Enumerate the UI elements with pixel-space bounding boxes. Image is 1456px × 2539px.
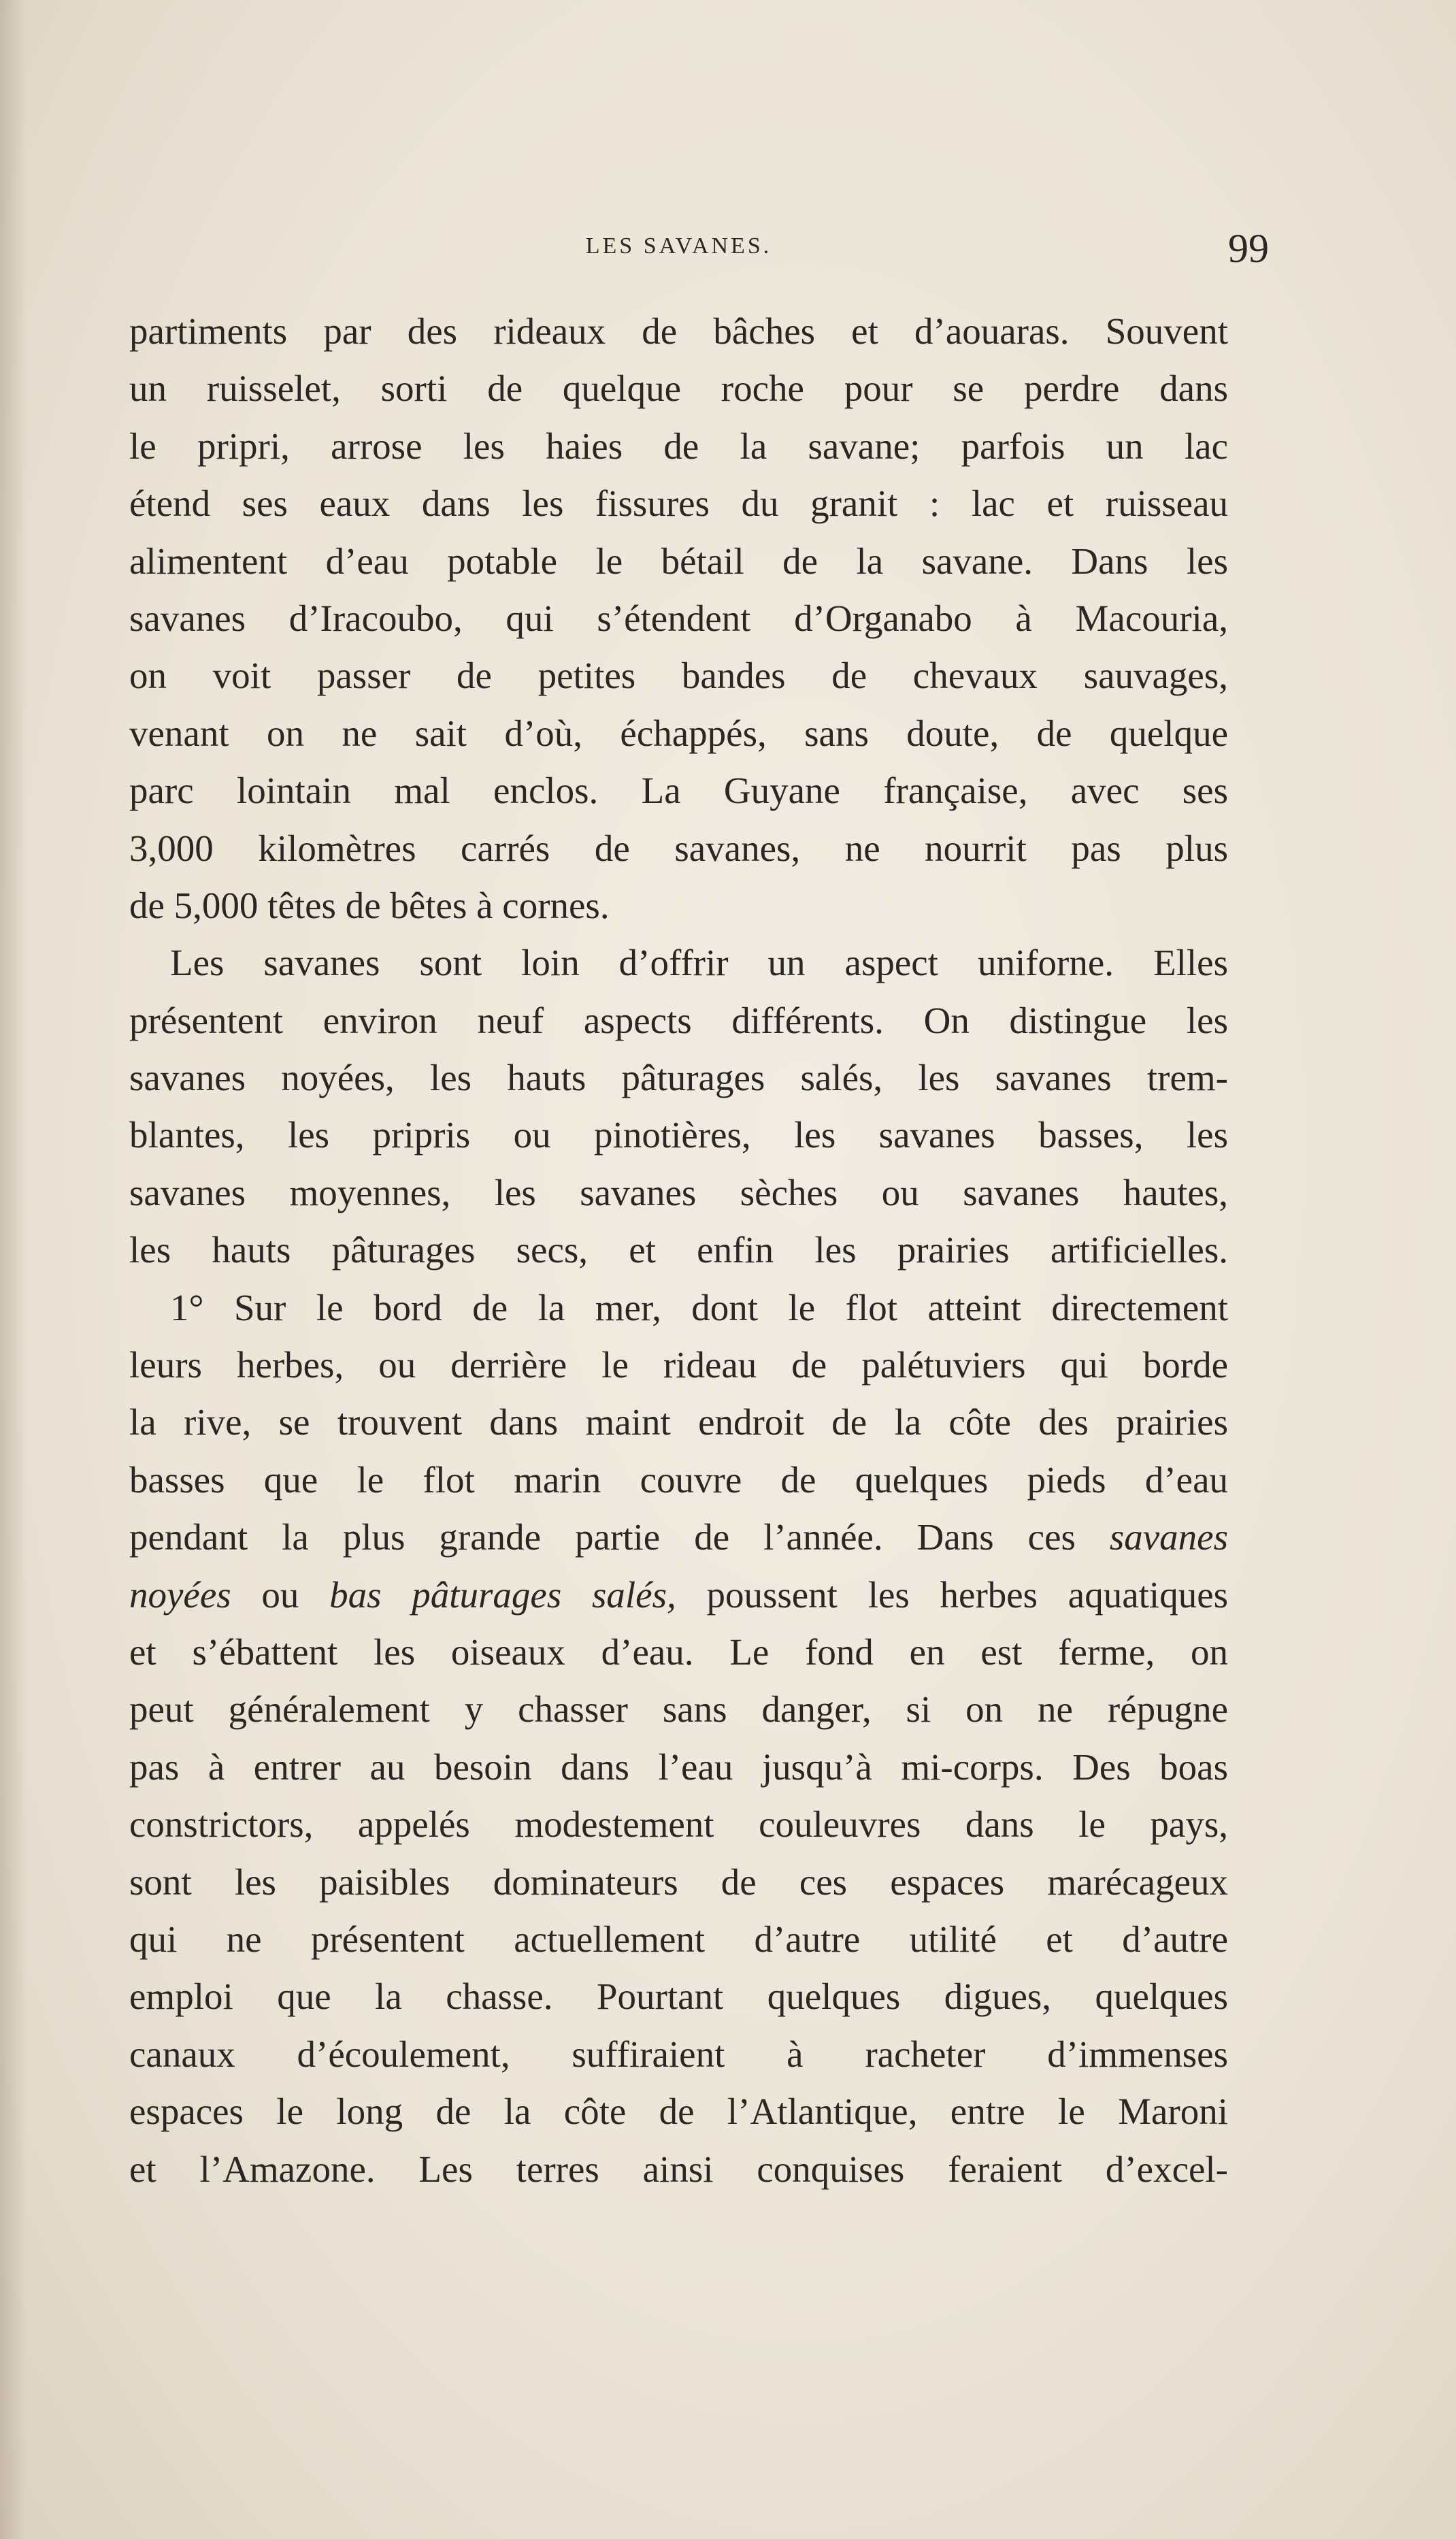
- text-line: [129, 303, 1228, 360]
- text-line: [129, 1337, 1228, 1394]
- text-segment: étend ses eaux dans les fissures du granit : lac et ruisseau: [129, 482, 1228, 525]
- text-line: [129, 762, 1228, 819]
- text-segment: 1° Sur le bord de la mer, dont le flot atteint directement: [170, 1286, 1228, 1328]
- text-segment: alimentent d’eau potable le bétail de la savane. Dans les: [129, 540, 1228, 582]
- text-line: [129, 1509, 1228, 1566]
- text-line: [129, 1107, 1228, 1164]
- text-line: [129, 1796, 1228, 1853]
- text-line: [129, 590, 1228, 647]
- text-line: [129, 1452, 1228, 1509]
- text-segment: qui ne présentent actuellement d’autre utilité et d’autre: [129, 1918, 1228, 1960]
- text-line: [129, 1394, 1228, 1451]
- text-segment: parc lointain mal enclos. La Guyane française, avec ses: [129, 770, 1228, 812]
- body-text: [129, 303, 1228, 2198]
- text-line: [129, 877, 1228, 934]
- text-segment: et s’ébattent les oiseaux d’eau. Le fond en est ferme, on: [129, 1631, 1228, 1673]
- text-segment: pas à entrer au besoin dans l’eau jusqu’à mi-corps. Des boas: [129, 1746, 1228, 1788]
- italic-text: noyées: [129, 1573, 231, 1616]
- text-line: [129, 533, 1228, 590]
- italic-text: savanes: [1109, 1516, 1228, 1558]
- text-segment: le pripri, arrose les haies de la savane; parfois un lac: [129, 425, 1228, 467]
- running-title: LES SAVANES.: [585, 233, 772, 259]
- text-line: [129, 1049, 1228, 1107]
- text-line: [129, 2026, 1228, 2083]
- text-line: [129, 705, 1228, 762]
- text-line: [129, 418, 1228, 475]
- text-line: [129, 2083, 1228, 2140]
- text-line: [129, 1279, 1228, 1337]
- text-line: [129, 1681, 1228, 1738]
- text-segment: leurs herbes, ou derrière le rideau de palétuviers qui borde: [129, 1344, 1228, 1386]
- text-segment: venant on ne sait d’où, échappés, sans doute, de quelque: [129, 712, 1228, 754]
- text-line: [129, 1968, 1228, 2025]
- italic-text: bas pâturages salés,: [329, 1573, 676, 1616]
- text-line: [129, 1164, 1228, 1222]
- text-segment: basses que le flot marin couvre de quelques pieds d’eau: [129, 1458, 1228, 1501]
- page-edge-shadow: [0, 0, 27, 2539]
- text-line: [129, 475, 1228, 532]
- text-line: [129, 647, 1228, 704]
- text-segment: canaux d’écoulement, suffiraient à racheter d’immenses: [129, 2033, 1228, 2075]
- text-segment: un ruisselet, sorti de quelque roche pour se perdre dans: [129, 367, 1228, 410]
- text-line: [129, 934, 1228, 992]
- text-segment: blantes, les pripris ou pinotières, les savanes basses, les: [129, 1114, 1228, 1156]
- page-number: 99: [1228, 226, 1269, 271]
- text-segment: savanes d’Iracoubo, qui s’étendent d’Organabo à Macouria,: [129, 597, 1228, 639]
- text-line: [129, 1624, 1228, 1681]
- text-segment: sont les paisibles dominateurs de ces espaces marécageux: [129, 1861, 1228, 1903]
- text-segment: Les savanes sont loin d’offrir un aspect uniforne. Elles: [170, 942, 1228, 984]
- text-segment: peut généralement y chasser sans danger, si on ne répugne: [129, 1688, 1228, 1731]
- text-segment: savanes noyées, les hauts pâturages salés, les savanes trem-: [129, 1057, 1228, 1099]
- text-line: [129, 820, 1228, 877]
- page-header: [129, 226, 1269, 276]
- text-line: [129, 1567, 1228, 1624]
- text-segment: poussent les herbes aquatiques: [676, 1573, 1229, 1616]
- text-segment: les hauts pâturages secs, et enfin les prairies artificielles.: [129, 1229, 1228, 1271]
- text-segment: on voit passer de petites bandes de chevaux sauvages,: [129, 655, 1228, 697]
- text-segment: pendant la plus grande partie de l’année. Dans ces: [129, 1516, 1110, 1558]
- text-segment: ou: [231, 1573, 330, 1616]
- text-line: [129, 1854, 1228, 1911]
- text-segment: présentent environ neuf aspects différents. On distingue les: [129, 999, 1228, 1041]
- text-line: [129, 360, 1228, 417]
- text-segment: la rive, se trouvent dans maint endroit de la côte des prairies: [129, 1401, 1228, 1443]
- text-line: [129, 1739, 1228, 1796]
- text-segment: emploi que la chasse. Pourtant quelques digues, quelques: [129, 1976, 1228, 2018]
- text-line: [129, 2141, 1228, 2198]
- text-segment: et l’Amazone. Les terres ainsi conquises feraient d’excel-: [129, 2148, 1228, 2190]
- text-segment: savanes moyennes, les savanes sèches ou savanes hautes,: [129, 1171, 1228, 1213]
- text-segment: espaces le long de la côte de l’Atlantique, entre le Maroni: [129, 2091, 1228, 2133]
- text-line: [129, 992, 1228, 1049]
- text-line: [129, 1911, 1228, 1968]
- text-segment: de 5,000 têtes de bêtes à cornes.: [129, 884, 610, 926]
- text-segment: partiments par des rideaux de bâches et d’aouaras. Souvent: [129, 310, 1228, 352]
- text-segment: constrictors, appelés modestement couleuvres dans le pays,: [129, 1803, 1228, 1846]
- text-line: [129, 1222, 1228, 1279]
- text-segment: 3,000 kilomètres carrés de savanes, ne nourrit pas plus: [129, 827, 1228, 869]
